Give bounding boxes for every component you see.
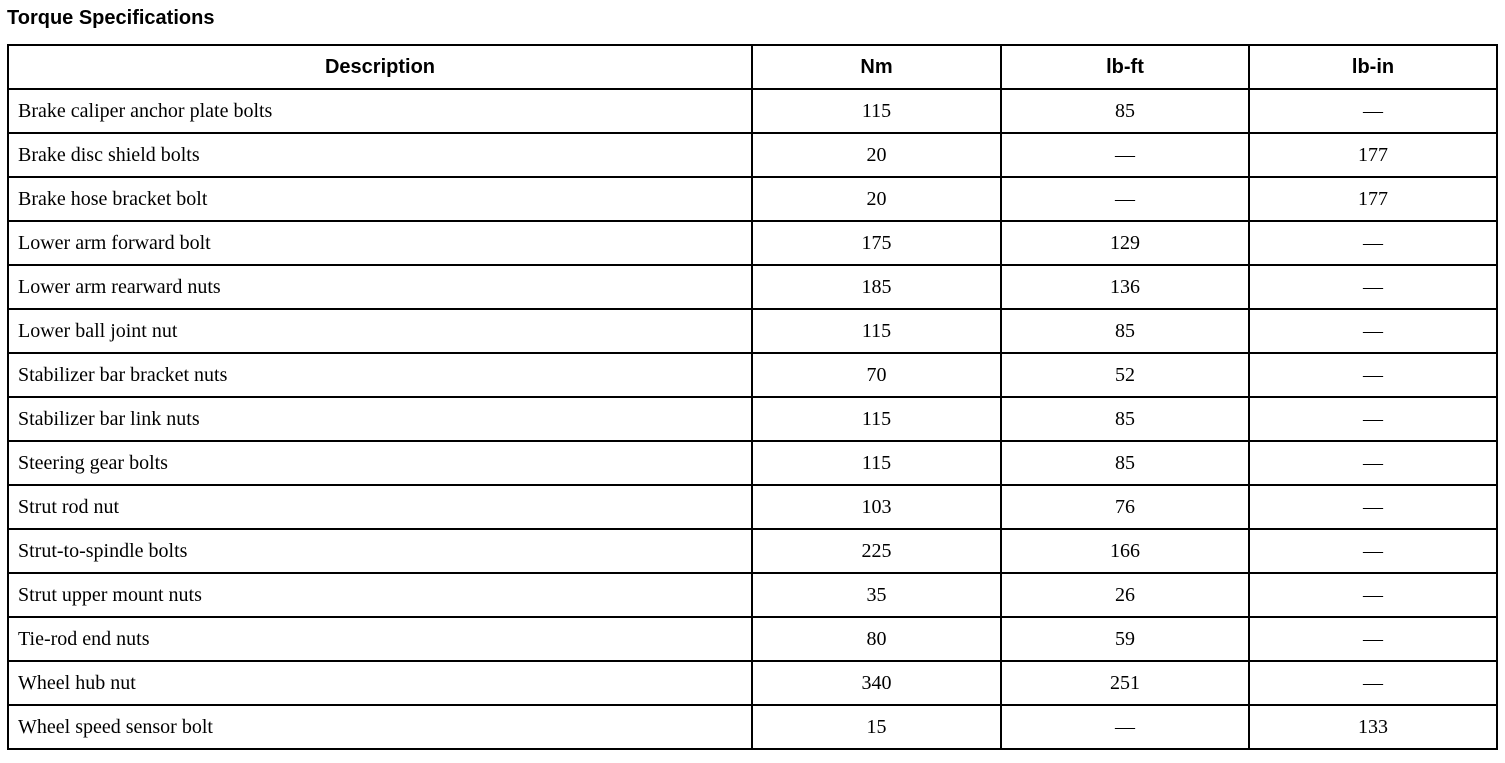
cell-lb-in: 177 [1249, 177, 1497, 221]
cell-lb-in: — [1249, 441, 1497, 485]
cell-lb-in: — [1249, 221, 1497, 265]
cell-description: Stabilizer bar bracket nuts [8, 353, 752, 397]
cell-description: Strut rod nut [8, 485, 752, 529]
cell-nm: 340 [752, 661, 1001, 705]
cell-lb-ft: 52 [1001, 353, 1249, 397]
cell-nm: 115 [752, 397, 1001, 441]
table-row [8, 309, 1497, 353]
cell-lb-in: — [1249, 89, 1497, 133]
cell-lb-in: — [1249, 265, 1497, 309]
cell-nm: 185 [752, 265, 1001, 309]
cell-description: Lower ball joint nut [8, 309, 752, 353]
cell-description: Wheel hub nut [8, 661, 752, 705]
table-row [8, 177, 1497, 221]
column-header-lb-in: lb-in [1249, 45, 1497, 89]
cell-description: Stabilizer bar link nuts [8, 397, 752, 441]
cell-lb-ft: — [1001, 705, 1249, 749]
table-row [8, 661, 1497, 705]
cell-nm: 20 [752, 177, 1001, 221]
table-row [8, 441, 1497, 485]
column-header-description: Description [8, 45, 752, 89]
page-title: Torque Specifications [7, 7, 215, 29]
cell-lb-ft: 26 [1001, 573, 1249, 617]
cell-lb-in: — [1249, 353, 1497, 397]
cell-description: Strut-to-spindle bolts [8, 529, 752, 573]
cell-lb-in: 177 [1249, 133, 1497, 177]
cell-nm: 175 [752, 221, 1001, 265]
table-row [8, 89, 1497, 133]
torque-spec-table [7, 44, 1498, 750]
table-body [8, 89, 1497, 749]
cell-nm: 225 [752, 529, 1001, 573]
cell-lb-ft: 251 [1001, 661, 1249, 705]
cell-lb-ft: 85 [1001, 397, 1249, 441]
column-header-nm: Nm [752, 45, 1001, 89]
column-header-lb-ft: lb-ft [1001, 45, 1249, 89]
table-row [8, 705, 1497, 749]
table-row [8, 617, 1497, 661]
cell-nm: 15 [752, 705, 1001, 749]
table-row [8, 573, 1497, 617]
cell-lb-ft: 129 [1001, 221, 1249, 265]
cell-nm: 103 [752, 485, 1001, 529]
table-row [8, 221, 1497, 265]
cell-nm: 115 [752, 441, 1001, 485]
cell-lb-in: — [1249, 617, 1497, 661]
cell-lb-ft: 166 [1001, 529, 1249, 573]
cell-nm: 80 [752, 617, 1001, 661]
cell-description: Brake disc shield bolts [8, 133, 752, 177]
cell-description: Wheel speed sensor bolt [8, 705, 752, 749]
cell-nm: 35 [752, 573, 1001, 617]
cell-nm: 115 [752, 89, 1001, 133]
cell-lb-ft: 85 [1001, 441, 1249, 485]
cell-description: Brake caliper anchor plate bolts [8, 89, 752, 133]
cell-lb-ft: 136 [1001, 265, 1249, 309]
table-row [8, 133, 1497, 177]
cell-lb-ft: 59 [1001, 617, 1249, 661]
cell-lb-ft: 85 [1001, 89, 1249, 133]
cell-lb-in: — [1249, 397, 1497, 441]
cell-lb-ft: — [1001, 177, 1249, 221]
cell-description: Lower arm forward bolt [8, 221, 752, 265]
cell-description: Lower arm rearward nuts [8, 265, 752, 309]
cell-lb-in: — [1249, 529, 1497, 573]
cell-lb-ft: 76 [1001, 485, 1249, 529]
cell-lb-in: — [1249, 309, 1497, 353]
table-row [8, 353, 1497, 397]
cell-description: Steering gear bolts [8, 441, 752, 485]
cell-nm: 115 [752, 309, 1001, 353]
cell-description: Brake hose bracket bolt [8, 177, 752, 221]
cell-nm: 20 [752, 133, 1001, 177]
cell-nm: 70 [752, 353, 1001, 397]
cell-lb-in: 133 [1249, 705, 1497, 749]
cell-lb-in: — [1249, 661, 1497, 705]
table-row [8, 529, 1497, 573]
table-row [8, 485, 1497, 529]
cell-description: Tie-rod end nuts [8, 617, 752, 661]
cell-description: Strut upper mount nuts [8, 573, 752, 617]
cell-lb-ft: — [1001, 133, 1249, 177]
cell-lb-in: — [1249, 485, 1497, 529]
cell-lb-in: — [1249, 573, 1497, 617]
table-row [8, 397, 1497, 441]
table-row [8, 265, 1497, 309]
table-header [8, 45, 1497, 89]
cell-lb-ft: 85 [1001, 309, 1249, 353]
header-row [8, 45, 1497, 89]
